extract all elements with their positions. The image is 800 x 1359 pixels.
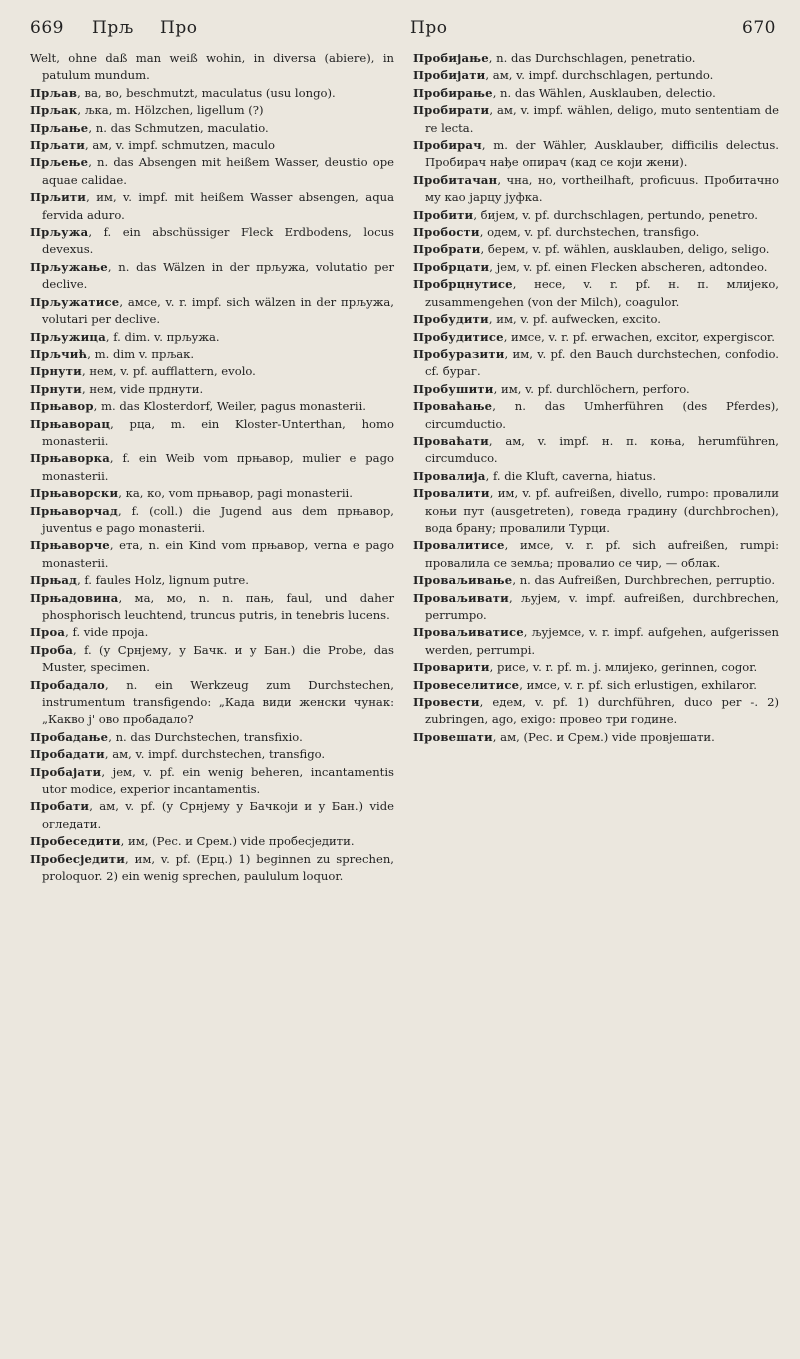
dictionary-entry	[30, 294, 394, 329]
entry-headword: Прњаворски	[30, 486, 119, 501]
entry-definition: , f. vide проја.	[65, 625, 149, 640]
entry-headword: Пробушити	[413, 381, 494, 396]
entry-headword: Пробости	[413, 225, 480, 240]
entry-headword: Провалитисе	[413, 538, 505, 553]
entry-headword: Прљав	[30, 85, 78, 100]
entry-headword: Прњаворче	[30, 538, 110, 553]
entry-headword: Проваљивати	[413, 590, 509, 605]
entry-definition: , f. die Kluft, caverna, hiatus.	[485, 468, 657, 483]
dictionary-entry	[413, 659, 779, 676]
dictionary-entry	[413, 67, 779, 84]
entry-definition: , јем, v. pf. ein wenig beheren, incantamentis utor modice, experior incantamentis.	[42, 764, 394, 797]
dictionary-entry	[413, 259, 779, 276]
entry-headword: Прљак	[30, 103, 78, 118]
dictionary-entry	[30, 346, 394, 363]
dictionary-entry	[30, 154, 394, 189]
left-column	[30, 50, 394, 886]
entry-headword: Провести	[413, 695, 480, 710]
entry-headword: Прњад	[30, 573, 78, 588]
page-header	[30, 18, 776, 46]
left-guide-word-1: Прљ	[92, 18, 134, 38]
entry-definition: , им, v. pf. den Bauch durchstechen, confodio. cf. бураг.	[425, 346, 779, 379]
entry-definition: , ка, ко, vom прњавор, pagi monasterii.	[118, 486, 353, 501]
entry-definition: , f. ein abschüssiger Fleck Erdbodens, locus devexus.	[42, 225, 394, 257]
entry-headword: Пробеседити	[30, 834, 121, 849]
dictionary-entry	[30, 624, 394, 641]
entry-headword: Пробитачан	[413, 172, 498, 187]
entry-definition: , имсе, v. r. pf. sich aufreißen, rumpi: провалила се земља; провалио се чир, — облак.	[425, 538, 779, 570]
entry-definition: , n. das Durchstechen, transfixio.	[108, 729, 303, 744]
entry-headword: Проа	[30, 625, 66, 640]
entry-headword: Прљење	[30, 155, 89, 170]
dictionary-entry	[413, 241, 779, 258]
dictionary-entry	[30, 537, 394, 572]
entry-headword: Прљање	[30, 120, 89, 135]
entry-definition: , n. das Wählen, Ausklauben, delectio.	[492, 85, 716, 100]
entry-headword: Прњадовина	[30, 590, 119, 605]
entry-definition: , ам, v. impf. durchstechen, transfigo.	[104, 747, 326, 762]
dictionary-entry	[30, 764, 394, 799]
dictionary-entry	[30, 137, 394, 154]
dictionary-entry	[30, 642, 394, 677]
dictionary-entry	[413, 677, 779, 694]
dictionary-entry	[30, 416, 394, 451]
entry-headword: Пробесједити	[30, 851, 126, 866]
entry-definition: , n. das Aufreißen, Durchbrechen, perruptio.	[512, 573, 776, 588]
entry-definition: , едем, v. pf. 1) durchführen, duco per -. 2) zubringen, ago, exigo: провео три године.	[425, 695, 779, 727]
entry-definition: , n. das Schmutzen, maculatio.	[88, 120, 269, 135]
dictionary-entry	[413, 311, 779, 328]
entry-definition: , љка, m. Hölzchen, ligellum (?)	[77, 103, 264, 118]
entry-headword: Провалија	[413, 468, 486, 483]
left-page-number: 669	[30, 18, 64, 38]
entry-definition: , им, v. pf. aufreißen, divello, rumpo: провалили коњи пут (ausgetreten), говеда градину (durchbrochen), вода брану; провалили Турци.	[425, 486, 779, 535]
entry-definition: , n. das Durchschlagen, penetratio.	[488, 51, 696, 65]
dictionary-entry	[30, 120, 394, 137]
entry-headword: Проваљиватисе	[413, 625, 524, 640]
entry-definition: , нем, vide прднути.	[81, 381, 204, 396]
entry-headword: Пробудити	[413, 312, 489, 327]
entry-headword: Провеселитисе	[413, 677, 520, 692]
entry-headword: Прљити	[30, 190, 87, 205]
entry-headword: Прнути	[30, 364, 82, 379]
entry-definition: , m. das Klosterdorf, Weiler, pagus monasterii.	[93, 399, 366, 414]
entry-definition: , ам, v. impf. durchschlagen, pertundo.	[485, 68, 714, 83]
dictionary-entry	[30, 363, 394, 380]
dictionary-entry	[413, 485, 779, 537]
dictionary-entry	[413, 590, 779, 625]
entry-headword: Проба	[30, 642, 74, 657]
dictionary-entry	[30, 746, 394, 763]
dictionary-entry	[413, 433, 779, 468]
dictionary-entry	[30, 590, 394, 625]
dictionary-entry	[413, 172, 779, 207]
dictionary-entry	[413, 102, 779, 137]
dictionary-entry	[30, 85, 394, 102]
entry-definition: , несе, v. r. pf. н. п. млијеко, zusammengehen (von der Milch), coagulor.	[425, 277, 779, 309]
dictionary-entry	[413, 729, 779, 746]
entry-headword: Пробајати	[30, 764, 102, 779]
entry-definition: , амсе, v. r. impf. sich wälzen in der прљужа, volutari per declive.	[42, 294, 394, 327]
dictionary-entry	[413, 207, 779, 224]
entry-definition: , им, (Рес. и Срем.) vide пробесједити.	[120, 834, 355, 849]
entry-headword: Пробијање	[413, 51, 489, 65]
dictionary-entry	[30, 503, 394, 538]
entry-headword: Пробијати	[413, 68, 486, 83]
entry-definition: , рисе, v. r. pf. m. j. млијеко, gerinnen, cogor.	[489, 660, 758, 675]
dictionary-entry	[30, 259, 394, 294]
dictionary-entry	[413, 346, 779, 381]
dictionary-entry	[413, 468, 779, 485]
dictionary-entry	[413, 624, 779, 659]
entry-definition: , ва, во, beschmutzt, maculatus (usu longo).	[77, 85, 336, 100]
entry-definition: , ам, v. impf. wählen, deligo, muto sententiam de re lecta.	[425, 103, 779, 135]
entry-headword: Пробуразити	[413, 346, 505, 361]
entry-definition: , берем, v. pf. wählen, ausklauben, deligo, seligo.	[480, 242, 770, 257]
entry-definition: , n. ein Werkzeug zum Durchstechen, instrumentum transfigendo: „Када види женски чунак: „Какво ј' ово пробадало?	[42, 677, 394, 727]
dictionary-entry	[413, 572, 779, 589]
dictionary-entry	[413, 276, 779, 311]
dictionary-entry	[30, 572, 394, 589]
entry-headword: Прљужа	[30, 225, 89, 240]
right-column	[413, 50, 779, 746]
entry-headword: Провешати	[413, 729, 493, 744]
entry-headword: Пробудитисе	[413, 329, 504, 344]
entry-headword: Пробрцнутисе	[413, 277, 513, 292]
entry-headword: Пробрцати	[413, 259, 490, 274]
dictionary-entry	[30, 729, 394, 746]
entry-headword: Проваћати	[413, 433, 489, 448]
dictionary-entry	[413, 329, 779, 346]
entry-definition: , љујем, v. impf. aufreißen, durchbrechen, perrumpo.	[425, 590, 779, 622]
dictionary-entry	[30, 224, 394, 259]
entry-definition: , ам, v. impf. schmutzen, maculo	[85, 138, 275, 153]
entry-definition: , n. das Umherführen (des Pferdes), circumductio.	[425, 399, 779, 431]
entry-headword: Прнути	[30, 381, 82, 396]
entry-headword: Пробадати	[30, 747, 105, 762]
dictionary-entry	[30, 677, 394, 729]
entry-definition: , f. dim. v. прљужа.	[105, 329, 220, 344]
entry-definition: , им, v. impf. mit heißem Wasser absengen, aqua fervida aduro.	[42, 190, 394, 222]
dictionary-entry	[30, 102, 394, 119]
entry-headword: Пробирање	[413, 85, 493, 100]
entry-headword: Прљужање	[30, 259, 108, 274]
entry-definition: , имсе, v. r. pf. erwachen, excitor, expergiscor.	[503, 329, 775, 344]
entry-definition: , m. dim v. прљак.	[87, 346, 195, 361]
entry-definition: , f. ein Weib vom прњавор, mulier e pago monasterii.	[42, 451, 394, 483]
entry-headword: Провалити	[413, 486, 490, 501]
entry-headword: Пробирач	[413, 138, 482, 153]
entry-definition: , n. das Absengen mit heißem Wasser, deustio ope aquae calidae.	[42, 155, 394, 187]
dictionary-entry	[413, 537, 779, 572]
entry-headword: Прњаворчад	[30, 503, 118, 518]
dictionary-entry	[413, 381, 779, 398]
entry-headword: Пробадање	[30, 729, 109, 744]
entry-definition: , им, v. pf. durchlöchern, perforo.	[493, 381, 690, 396]
entry-headword: Прњавор	[30, 399, 94, 414]
dictionary-entry	[413, 694, 779, 729]
entry-definition: , имсе, v. r. pf. sich erlustigen, exhilaror.	[519, 677, 757, 692]
entry-definition: , m. der Wähler, Ausklauber, difficilis delectus. Пробирач нађе опирач (кад се који жени).	[425, 138, 779, 170]
dictionary-entry	[30, 329, 394, 346]
entry-definition: , одем, v. pf. durchstechen, transfigo.	[479, 225, 700, 240]
entry-definition: , ам, (Рес. и Срем.) vide провјешати.	[492, 729, 715, 744]
entry-definition: , ам, v. impf. н. п. коња, herumführen, circumduco.	[425, 433, 779, 466]
entry-headword: Пробати	[30, 799, 90, 814]
dictionary-entry	[30, 833, 394, 850]
entry-headword: Прљужатисе	[30, 294, 120, 309]
entry-headword: Проваћање	[413, 399, 493, 414]
entry-definition: , f. (у Срнјему, у Бачк. и у Бан.) die Probe, das Muster, specimen.	[42, 642, 394, 675]
dictionary-entry	[413, 50, 779, 67]
entry-definition: , чна, но, vortheilhaft, proficuus. Пробитачно му као јарцу јуфка.	[425, 172, 779, 205]
entry-definition: Welt, ohne daß man weiß wohin, in diversa (abiere), in patulum mundum.	[30, 51, 394, 83]
dictionary-entry	[30, 851, 394, 886]
entry-headword: Проварити	[413, 660, 490, 675]
entry-definition: , f. faules Holz, lignum putre.	[77, 573, 249, 588]
entry-definition: , ма, мо, n. n. пањ, faul, und daher phosphorisch leuchtend, truncus putris, in tenebris lucens.	[42, 590, 394, 622]
dictionary-entry	[413, 224, 779, 241]
entry-definition: , бијем, v. pf. durchschlagen, pertundo, penetro.	[473, 207, 758, 222]
dictionary-entry	[413, 137, 779, 172]
entry-headword: Прљчић	[30, 346, 88, 361]
dictionary-entry	[30, 50, 394, 85]
entry-definition: , ам, v. pf. (у Срнјему у Бачкоји и у Бан.) vide огледати.	[42, 799, 394, 831]
entry-definition: , им, v. pf. aufwecken, excito.	[488, 312, 661, 327]
entry-headword: Пробадало	[30, 677, 105, 692]
right-page-number: 670	[742, 18, 776, 38]
entry-headword: Прљати	[30, 138, 86, 153]
entry-headword: Проваљивање	[413, 573, 513, 588]
dictionary-entry	[30, 381, 394, 398]
entry-headword: Пробирати	[413, 103, 490, 118]
dictionary-entry	[30, 485, 394, 502]
dictionary-entry	[413, 398, 779, 433]
entry-definition: , f. (coll.) die Jugend aus dem прњавор, juventus e pago monasterii.	[42, 503, 394, 535]
left-guide-word-2: Про	[160, 18, 198, 38]
dictionary-entry	[30, 450, 394, 485]
entry-definition: , им, v. pf. (Ерц.) 1) beginnen zu sprechen, proloquor. 2) ein wenig sprechen, paululum loquor.	[42, 851, 394, 884]
entry-headword: Прљужица	[30, 329, 106, 344]
entry-definition: , нем, v. pf. aufflattern, evolo.	[81, 364, 256, 379]
entry-definition: , ета, n. ein Kind vom прњавор, verna e pago monasterii.	[42, 538, 394, 570]
entry-headword: Прњаворка	[30, 451, 110, 466]
dictionary-entry	[413, 85, 779, 102]
dictionary-entry	[30, 189, 394, 224]
entry-definition: , рца, m. ein Kloster-Unterthan, homo monasterii.	[42, 416, 394, 448]
entry-definition: , љујемсе, v. r. impf. aufgehen, aufgerissen werden, perrumpi.	[425, 625, 779, 657]
entry-headword: Пробити	[413, 207, 474, 222]
entry-headword: Пробрати	[413, 242, 481, 257]
right-guide-word: Про	[410, 18, 448, 38]
column-divider	[402, 50, 403, 1329]
entry-headword: Прњаворац	[30, 416, 111, 431]
entry-definition: , јем, v. pf. einen Flecken abscheren, adtondeo.	[489, 259, 768, 274]
dictionary-entry	[30, 798, 394, 833]
entry-definition: , n. das Wälzen in der прљужа, volutatio per declive.	[42, 259, 394, 292]
dictionary-entry	[30, 398, 394, 415]
